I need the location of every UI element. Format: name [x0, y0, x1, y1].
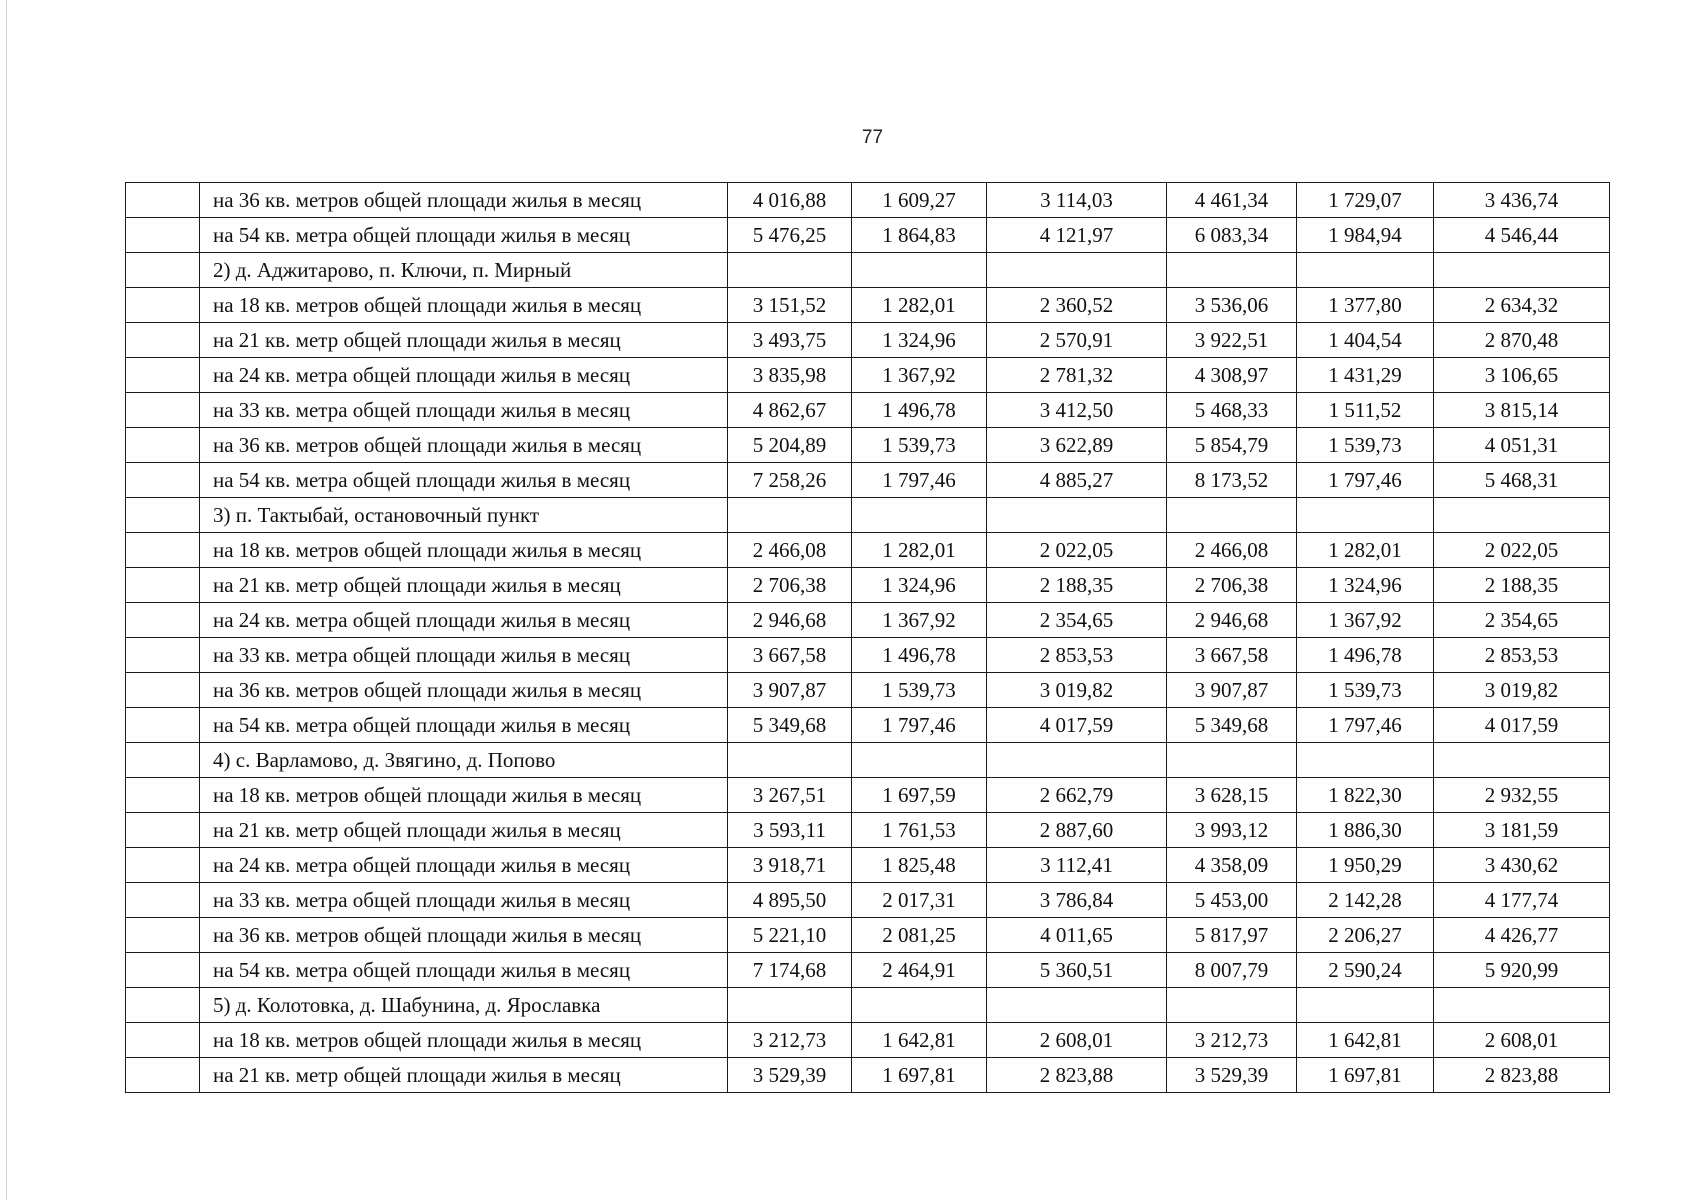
value-cell: 2 206,27 — [1297, 918, 1434, 953]
row-index-cell — [126, 708, 200, 743]
value-cell: 3 918,71 — [728, 848, 852, 883]
value-cell: 7 174,68 — [728, 953, 852, 988]
value-cell: 1 377,80 — [1297, 288, 1434, 323]
value-cell: 4 885,27 — [987, 463, 1167, 498]
value-cell: 1 404,54 — [1297, 323, 1434, 358]
value-cell: 1 797,46 — [852, 463, 987, 498]
row-index-cell — [126, 498, 200, 533]
table-row — [126, 218, 1610, 253]
value-cell: 1 886,30 — [1297, 813, 1434, 848]
value-cell: 2 946,68 — [728, 603, 852, 638]
value-cell: 3 114,03 — [987, 183, 1167, 218]
value-cell: 2 887,60 — [987, 813, 1167, 848]
table-row — [126, 568, 1610, 603]
row-index-cell — [126, 953, 200, 988]
value-cell — [1434, 988, 1610, 1023]
value-cell: 2 662,79 — [987, 778, 1167, 813]
value-cell: 1 797,46 — [852, 708, 987, 743]
value-cell: 2 360,52 — [987, 288, 1167, 323]
row-label: на 18 кв. метров общей площади жилья в месяц — [200, 288, 728, 323]
value-cell — [852, 743, 987, 778]
value-cell: 7 258,26 — [728, 463, 852, 498]
value-cell: 2 022,05 — [1434, 533, 1610, 568]
value-cell — [987, 988, 1167, 1023]
value-cell: 5 468,31 — [1434, 463, 1610, 498]
value-cell: 1 642,81 — [1297, 1023, 1434, 1058]
value-cell: 4 461,34 — [1167, 183, 1297, 218]
value-cell: 3 622,89 — [987, 428, 1167, 463]
table-row — [126, 918, 1610, 953]
row-label: на 18 кв. метров общей площади жилья в месяц — [200, 533, 728, 568]
row-index-cell — [126, 743, 200, 778]
table-row — [126, 953, 1610, 988]
value-cell: 5 204,89 — [728, 428, 852, 463]
value-cell: 4 051,31 — [1434, 428, 1610, 463]
value-cell: 2 706,38 — [728, 568, 852, 603]
value-cell: 5 817,97 — [1167, 918, 1297, 953]
row-label: на 33 кв. метра общей площади жилья в месяц — [200, 393, 728, 428]
value-cell: 2 466,08 — [1167, 533, 1297, 568]
value-cell: 3 212,73 — [1167, 1023, 1297, 1058]
value-cell — [852, 498, 987, 533]
value-cell — [728, 988, 852, 1023]
value-cell: 5 221,10 — [728, 918, 852, 953]
table-row — [126, 288, 1610, 323]
value-cell: 1 496,78 — [852, 393, 987, 428]
value-cell: 3 430,62 — [1434, 848, 1610, 883]
value-cell: 5 360,51 — [987, 953, 1167, 988]
value-cell: 2 570,91 — [987, 323, 1167, 358]
value-cell: 2 823,88 — [1434, 1058, 1610, 1093]
row-index-cell — [126, 813, 200, 848]
value-cell: 2 608,01 — [987, 1023, 1167, 1058]
value-cell: 1 609,27 — [852, 183, 987, 218]
value-cell: 5 349,68 — [1167, 708, 1297, 743]
table-row — [126, 813, 1610, 848]
row-index-cell — [126, 673, 200, 708]
table-row — [126, 428, 1610, 463]
value-cell: 3 993,12 — [1167, 813, 1297, 848]
value-cell — [728, 743, 852, 778]
value-cell: 3 529,39 — [728, 1058, 852, 1093]
table-row — [126, 183, 1610, 218]
value-cell: 3 667,58 — [1167, 638, 1297, 673]
value-cell: 4 308,97 — [1167, 358, 1297, 393]
value-cell — [852, 253, 987, 288]
row-label: на 54 кв. метра общей площади жилья в месяц — [200, 218, 728, 253]
value-cell — [1297, 253, 1434, 288]
value-cell — [1167, 988, 1297, 1023]
value-cell: 1 822,30 — [1297, 778, 1434, 813]
value-cell: 2 853,53 — [1434, 638, 1610, 673]
value-cell: 1 539,73 — [852, 673, 987, 708]
value-cell: 8 173,52 — [1167, 463, 1297, 498]
value-cell: 1 697,81 — [1297, 1058, 1434, 1093]
row-label: на 21 кв. метр общей площади жилья в месяц — [200, 323, 728, 358]
value-cell: 2 706,38 — [1167, 568, 1297, 603]
table-row — [126, 638, 1610, 673]
row-index-cell — [126, 358, 200, 393]
value-cell — [728, 253, 852, 288]
value-cell: 3 536,06 — [1167, 288, 1297, 323]
row-label: на 33 кв. метра общей площади жилья в месяц — [200, 883, 728, 918]
value-cell: 1 282,01 — [1297, 533, 1434, 568]
value-cell: 8 007,79 — [1167, 953, 1297, 988]
row-index-cell — [126, 533, 200, 568]
value-cell: 4 358,09 — [1167, 848, 1297, 883]
value-cell: 1 539,73 — [1297, 673, 1434, 708]
value-cell: 3 493,75 — [728, 323, 852, 358]
value-cell: 1 511,52 — [1297, 393, 1434, 428]
value-cell: 4 895,50 — [728, 883, 852, 918]
value-cell: 3 529,39 — [1167, 1058, 1297, 1093]
value-cell: 2 823,88 — [987, 1058, 1167, 1093]
value-cell: 1 729,07 — [1297, 183, 1434, 218]
value-cell: 5 920,99 — [1434, 953, 1610, 988]
row-label: на 33 кв. метра общей площади жилья в месяц — [200, 638, 728, 673]
value-cell — [987, 253, 1167, 288]
table-row — [126, 1058, 1610, 1093]
value-cell: 3 112,41 — [987, 848, 1167, 883]
value-cell: 3 815,14 — [1434, 393, 1610, 428]
value-cell: 1 324,96 — [852, 323, 987, 358]
row-index-cell — [126, 638, 200, 673]
table-row — [126, 778, 1610, 813]
settlement-heading-row — [126, 988, 1610, 1023]
value-cell: 4 177,74 — [1434, 883, 1610, 918]
value-cell: 2 870,48 — [1434, 323, 1610, 358]
value-cell — [1297, 988, 1434, 1023]
value-cell: 4 546,44 — [1434, 218, 1610, 253]
value-cell: 1 864,83 — [852, 218, 987, 253]
value-cell: 2 466,08 — [728, 533, 852, 568]
value-cell: 4 011,65 — [987, 918, 1167, 953]
value-cell — [1297, 743, 1434, 778]
scan-edge-line — [6, 0, 7, 1200]
value-cell: 1 697,81 — [852, 1058, 987, 1093]
row-index-cell — [126, 603, 200, 638]
settlement-heading-row — [126, 743, 1610, 778]
row-index-cell — [126, 568, 200, 603]
value-cell — [987, 743, 1167, 778]
value-cell — [728, 498, 852, 533]
settlement-heading: 2) д. Аджитарово, п. Ключи, п. Мирный — [200, 253, 728, 288]
value-cell — [1434, 498, 1610, 533]
value-cell — [1434, 743, 1610, 778]
settlement-heading-row — [126, 498, 1610, 533]
row-label: на 21 кв. метр общей площади жилья в месяц — [200, 568, 728, 603]
row-index-cell — [126, 463, 200, 498]
value-cell: 1 282,01 — [852, 288, 987, 323]
value-cell: 2 634,32 — [1434, 288, 1610, 323]
table-row — [126, 393, 1610, 428]
row-label: на 36 кв. метров общей площади жилья в месяц — [200, 918, 728, 953]
row-label: на 24 кв. метра общей площади жилья в месяц — [200, 358, 728, 393]
value-cell: 4 862,67 — [728, 393, 852, 428]
row-label: на 36 кв. метров общей площади жилья в месяц — [200, 673, 728, 708]
value-cell: 4 016,88 — [728, 183, 852, 218]
row-label: на 24 кв. метра общей площади жилья в месяц — [200, 603, 728, 638]
row-label: на 36 кв. метров общей площади жилья в месяц — [200, 183, 728, 218]
value-cell: 2 354,65 — [987, 603, 1167, 638]
value-cell — [1167, 253, 1297, 288]
rates-table — [125, 182, 1610, 1093]
row-label: на 21 кв. метр общей площади жилья в месяц — [200, 813, 728, 848]
value-cell: 1 496,78 — [1297, 638, 1434, 673]
table-row — [126, 883, 1610, 918]
row-index-cell — [126, 848, 200, 883]
value-cell: 2 853,53 — [987, 638, 1167, 673]
value-cell: 2 590,24 — [1297, 953, 1434, 988]
settlement-heading: 5) д. Колотовка, д. Шабунина, д. Ярославка — [200, 988, 728, 1023]
table-row — [126, 708, 1610, 743]
row-index-cell — [126, 1058, 200, 1093]
page-number: 77 — [861, 127, 884, 148]
row-index-cell — [126, 323, 200, 358]
value-cell: 3 628,15 — [1167, 778, 1297, 813]
value-cell: 5 349,68 — [728, 708, 852, 743]
row-label: на 54 кв. метра общей площади жилья в месяц — [200, 953, 728, 988]
value-cell: 1 697,59 — [852, 778, 987, 813]
value-cell — [1167, 498, 1297, 533]
value-cell: 1 324,96 — [1297, 568, 1434, 603]
settlement-heading: 3) п. Тактыбай, остановочный пункт — [200, 498, 728, 533]
value-cell: 2 781,32 — [987, 358, 1167, 393]
row-index-cell — [126, 218, 200, 253]
value-cell: 1 496,78 — [852, 638, 987, 673]
row-index-cell — [126, 288, 200, 323]
value-cell: 3 907,87 — [1167, 673, 1297, 708]
table-row — [126, 463, 1610, 498]
value-cell: 2 188,35 — [1434, 568, 1610, 603]
row-label: на 54 кв. метра общей площади жилья в месяц — [200, 708, 728, 743]
value-cell: 1 367,92 — [852, 603, 987, 638]
table-row — [126, 603, 1610, 638]
value-cell: 5 854,79 — [1167, 428, 1297, 463]
row-index-cell — [126, 428, 200, 463]
value-cell: 2 017,31 — [852, 883, 987, 918]
row-index-cell — [126, 988, 200, 1023]
value-cell: 2 354,65 — [1434, 603, 1610, 638]
row-index-cell — [126, 883, 200, 918]
value-cell: 3 412,50 — [987, 393, 1167, 428]
value-cell: 2 188,35 — [987, 568, 1167, 603]
row-label: на 18 кв. метров общей площади жилья в месяц — [200, 778, 728, 813]
value-cell: 3 151,52 — [728, 288, 852, 323]
value-cell: 4 017,59 — [987, 708, 1167, 743]
value-cell: 3 786,84 — [987, 883, 1167, 918]
value-cell: 1 761,53 — [852, 813, 987, 848]
row-index-cell — [126, 183, 200, 218]
row-index-cell — [126, 918, 200, 953]
value-cell: 1 642,81 — [852, 1023, 987, 1058]
table-row — [126, 848, 1610, 883]
value-cell: 3 106,65 — [1434, 358, 1610, 393]
value-cell: 1 797,46 — [1297, 463, 1434, 498]
table-row — [126, 533, 1610, 568]
value-cell: 4 426,77 — [1434, 918, 1610, 953]
value-cell: 1 797,46 — [1297, 708, 1434, 743]
value-cell: 4 017,59 — [1434, 708, 1610, 743]
value-cell: 3 907,87 — [728, 673, 852, 708]
value-cell: 2 081,25 — [852, 918, 987, 953]
row-label: на 36 кв. метров общей площади жилья в месяц — [200, 428, 728, 463]
value-cell: 3 835,98 — [728, 358, 852, 393]
value-cell: 2 464,91 — [852, 953, 987, 988]
table-row — [126, 358, 1610, 393]
row-label: на 54 кв. метра общей площади жилья в месяц — [200, 463, 728, 498]
value-cell — [987, 498, 1167, 533]
value-cell: 1 539,73 — [1297, 428, 1434, 463]
value-cell: 2 022,05 — [987, 533, 1167, 568]
row-index-cell — [126, 393, 200, 428]
value-cell: 6 083,34 — [1167, 218, 1297, 253]
value-cell — [852, 988, 987, 1023]
value-cell: 2 608,01 — [1434, 1023, 1610, 1058]
table-row — [126, 673, 1610, 708]
value-cell: 3 922,51 — [1167, 323, 1297, 358]
value-cell: 3 181,59 — [1434, 813, 1610, 848]
value-cell: 3 593,11 — [728, 813, 852, 848]
value-cell: 1 950,29 — [1297, 848, 1434, 883]
value-cell: 3 267,51 — [728, 778, 852, 813]
value-cell — [1297, 498, 1434, 533]
value-cell: 1 431,29 — [1297, 358, 1434, 393]
value-cell: 5 476,25 — [728, 218, 852, 253]
rates-table-body — [126, 183, 1610, 1093]
value-cell: 3 667,58 — [728, 638, 852, 673]
value-cell: 2 932,55 — [1434, 778, 1610, 813]
settlement-heading: 4) с. Варламово, д. Звягино, д. Попово — [200, 743, 728, 778]
value-cell: 2 142,28 — [1297, 883, 1434, 918]
value-cell: 2 946,68 — [1167, 603, 1297, 638]
value-cell: 1 367,92 — [1297, 603, 1434, 638]
value-cell: 1 367,92 — [852, 358, 987, 393]
table-row — [126, 1023, 1610, 1058]
table-row — [126, 323, 1610, 358]
value-cell: 3 212,73 — [728, 1023, 852, 1058]
value-cell: 4 121,97 — [987, 218, 1167, 253]
value-cell — [1167, 743, 1297, 778]
settlement-heading-row — [126, 253, 1610, 288]
value-cell: 1 539,73 — [852, 428, 987, 463]
value-cell — [1434, 253, 1610, 288]
row-index-cell — [126, 1023, 200, 1058]
value-cell: 5 468,33 — [1167, 393, 1297, 428]
row-label: на 18 кв. метров общей площади жилья в месяц — [200, 1023, 728, 1058]
row-index-cell — [126, 253, 200, 288]
row-index-cell — [126, 778, 200, 813]
value-cell: 5 453,00 — [1167, 883, 1297, 918]
value-cell: 3 019,82 — [1434, 673, 1610, 708]
value-cell: 3 436,74 — [1434, 183, 1610, 218]
value-cell: 3 019,82 — [987, 673, 1167, 708]
row-label: на 21 кв. метр общей площади жилья в месяц — [200, 1058, 728, 1093]
value-cell: 1 825,48 — [852, 848, 987, 883]
value-cell: 1 282,01 — [852, 533, 987, 568]
value-cell: 1 324,96 — [852, 568, 987, 603]
row-label: на 24 кв. метра общей площади жилья в месяц — [200, 848, 728, 883]
value-cell: 1 984,94 — [1297, 218, 1434, 253]
